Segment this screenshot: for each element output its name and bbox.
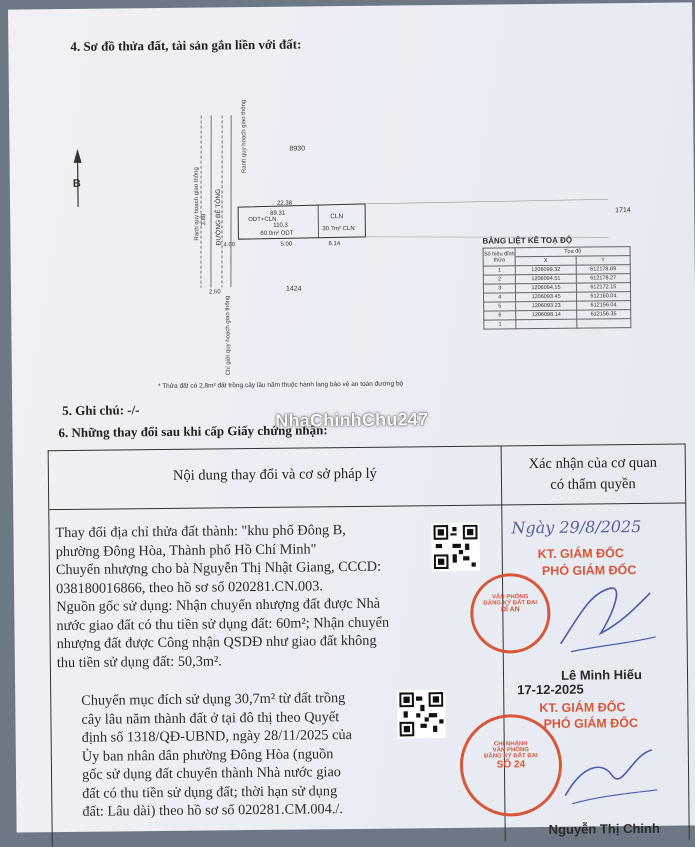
road-label-2: Ranh quy hoạch giao thông <box>241 100 248 173</box>
qr-code-icon <box>431 523 480 572</box>
official-seal-2: CHI NHÁNH VĂN PHÒNG ĐĂNG KÝ ĐẤT ĐAI SỐ 24 <box>459 714 562 817</box>
table-row: 1 1206099.32 612178.69 <box>483 265 630 276</box>
dim-bottom: 5.00 <box>280 242 292 248</box>
table-row: 1 <box>484 319 631 330</box>
date-stamp-2: 17-12-2025 <box>517 682 584 698</box>
kt-director-2: KT. GIÁM ĐỐC <box>539 700 625 715</box>
map-footnote: * Thửa đất có 2,8m² đất trồng cây lâu năm thuộc hành lang bảo vệ an toàn đường bộ <box>158 380 403 390</box>
changes-header-content: Nội dung thay đổi và cơ sở pháp lý <box>49 464 501 486</box>
signature-2 <box>557 735 668 816</box>
coordinate-table <box>482 235 631 330</box>
changes-header-confirm: Xác nhận của cơ quan có thẩm quyền <box>501 453 685 497</box>
dim-road: 4.00 <box>223 242 235 248</box>
table-row: 6 1206098.14 612156.35 <box>484 310 631 321</box>
dim-area: 110.3 <box>273 223 288 229</box>
code-cln: CLN <box>330 213 343 220</box>
change-entry-2: Chuyển mục đích sử dụng 30,7m² từ đất trồng cây lâu năm thành đất ở tại đô thị theo Quyết định số 1318/QĐ-UBND, ngày 28/11/2025 của Ủy ban nhân dân phường Đông Hòa (nguồn gốc sử dụng đất chuyển thành Nhà nước giao đất có thu tiền sử dụng đất; thời hạn sử dụng đất: Lâu dài) theo hồ sơ số 020281.CM.004./. <box>81 689 353 821</box>
road-name: ĐƯỜNG BÊ TÔNG <box>213 189 223 246</box>
coordinate-table-title: BẢNG LIỆT KÊ TOẠ ĐỘ <box>482 235 630 246</box>
date-handwritten-1: Ngày 29/8/2025 <box>511 517 641 537</box>
signature-1 <box>550 573 661 664</box>
section-6-title: 6. Những thay đổi sau khi cấp Giấy chứng nhận: <box>58 422 327 441</box>
parcel-1714: 1714 <box>615 207 631 214</box>
watermark: NhaChinhChu247 <box>275 409 428 432</box>
north-label: B <box>73 178 81 190</box>
official-seal-1: VĂN PHÒNG ĐĂNG KÝ ĐẤT ĐAI DĨ AN <box>470 573 551 654</box>
signer-name-2: Nguyễn Thị Chinh <box>549 821 660 837</box>
kt-director-1: KT. GIÁM ĐỐC <box>538 546 624 561</box>
area-cln: 30.7m² CLN <box>322 226 354 232</box>
coord-header-point: Số hiệu đỉnh thửa <box>483 248 516 266</box>
dim-corner: 2.50 <box>209 289 221 295</box>
table-row: 3 1206094.15 612172.15 <box>483 283 630 294</box>
coord-header-y: Y <box>576 256 630 266</box>
coord-header-x: X <box>515 256 575 266</box>
table-row: 2 1206094.51 612178.27 <box>483 274 630 285</box>
road-label-3: Chỉ giới quy hoạch giao thông <box>224 296 232 376</box>
dim-code-a: 89.31 <box>270 211 286 217</box>
changes-table <box>48 444 690 847</box>
section-5-title: 5. Ghi chú: -/- <box>62 402 139 419</box>
table-row: 4 1206093.45 612160.04 <box>484 292 631 303</box>
deputy-director-1: PHÓ GIÁM ĐỐC <box>542 563 637 578</box>
coord-header-coord: Tọa độ <box>515 247 630 257</box>
code-odt-cln: ODT+CLN <box>248 217 276 223</box>
signer-name-1: Lê Minh Hiếu <box>561 667 642 683</box>
dim-left: 3.88 <box>201 213 207 225</box>
change-entry-1: Thay đổi địa chỉ thửa đất thành: "khu phố Đông B, phường Đông Hòa, Thành phố Hồ Chí Minh" Chuyển nhượng cho bà Nguyễn Thị Nhật Giang, CCCD: 038180016866, theo hồ sơ số 020281.CN.003. Nguồn gốc sử dụng: Nhận chuyển nhượng đất được Nhà nước giao đất có thu tiền sử dụng đất: 60m²; Nhận chuyển nhượng đất được Công nhận QSDĐ như giao đất không thu tiền sử dụng đất: 50,3m². <box>55 521 389 672</box>
section-4-title: 4. Sơ đồ thửa đất, tài sản gắn liền với đất: <box>70 37 301 55</box>
dim-top: 22.38 <box>277 201 293 207</box>
certificate-page <box>8 2 695 832</box>
road-label-1: Ranh quy hoạch giao thông <box>194 167 201 240</box>
deputy-director-2: PHÓ GIÁM ĐỐC <box>543 716 638 731</box>
area-odt: 60.0m² ODT <box>260 231 293 237</box>
parcel-1424: 1424 <box>286 286 302 293</box>
qr-code-icon <box>397 690 446 739</box>
parcel-8930: 8930 <box>289 145 305 152</box>
parcel-map <box>59 51 673 407</box>
table-row: 5 1206093.23 612156.04 <box>484 301 631 312</box>
dim-side: 6.14 <box>328 241 340 247</box>
